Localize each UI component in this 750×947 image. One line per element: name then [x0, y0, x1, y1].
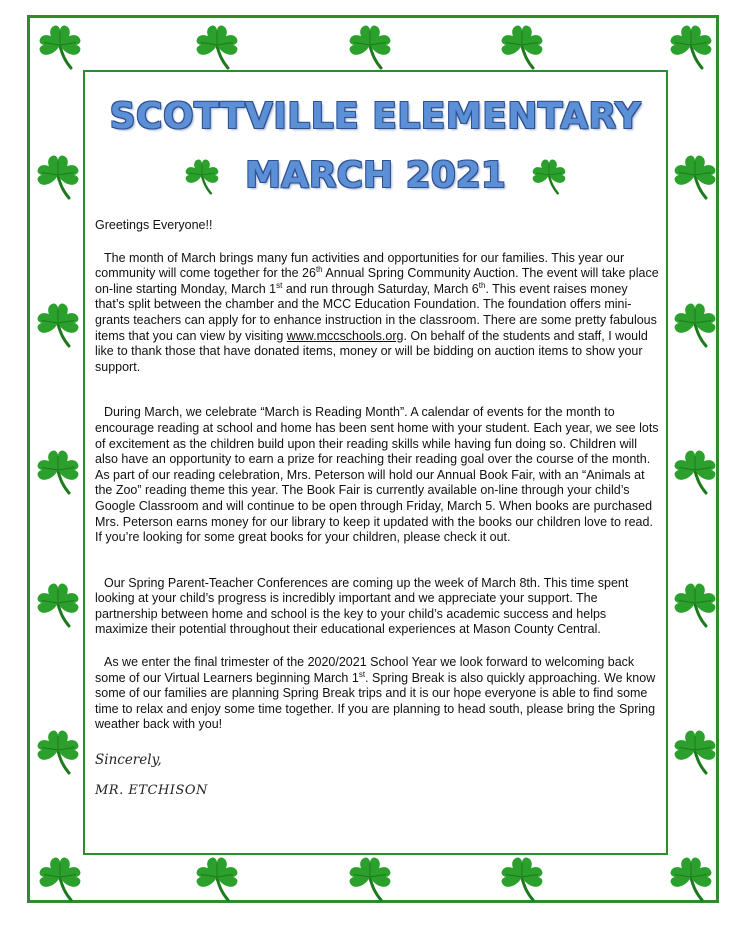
shamrock-icon [192, 20, 242, 70]
signature: MR. ETCHISON [95, 782, 208, 798]
shamrock-icon [33, 298, 83, 348]
paragraph-trimester: As we enter the final trimester of the 2020/2021 School Year we look forward to welcoming back some of our Virtual Learners beginning March 1st. Spring Break is also quickly approaching. We know some of our families are planning Spring Break trips and it is our hope everyone is able to find some time to relax and enjoy some time together. If you are planning to head south, please bring the Spring weather back with you! [95, 655, 656, 732]
shamrock-icon [33, 150, 83, 200]
shamrock-icon [35, 852, 85, 902]
shamrock-icon [670, 445, 720, 495]
shamrock-icon [670, 725, 720, 775]
subtitle-row [85, 150, 666, 200]
shamrock-icon [497, 852, 547, 902]
shamrock-icon [666, 852, 716, 902]
shamrock-icon [35, 20, 85, 70]
shamrock-icon [345, 20, 395, 70]
shamrock-icon [497, 20, 547, 70]
page-subtitle: MARCH 2021 [245, 154, 506, 196]
school-website-link[interactable]: www.mccschools.org [286, 328, 404, 343]
shamrock-icon [345, 852, 395, 902]
greeting: Greetings Everyone!! [95, 218, 213, 232]
shamrock-icon [670, 298, 720, 348]
paragraph-auction: The month of March brings many fun activities and opportunities for our families. This year our community will come together for the 26th Annual Spring Community Auction. The event will take place on-line starting Monday, March 1st and run through Saturday, March 6th. This event raises money that’s split between the chamber and the MCC Education Foundation. The foundation offers mini-grants teachers can apply for to enhance instruction in the classroom. There are some pretty fabulous items that you can view by visiting www.mccschools.org. On behalf of the students and staff, I would like to thank those that have donated items, money or will be bidding on auction items to show your support. [95, 250, 659, 374]
shamrock-icon [192, 852, 242, 902]
shamrock-icon [33, 578, 83, 628]
paragraph-conferences: Our Spring Parent-Teacher Conferences are coming up the week of March 8th. This time spent looking at your child’s progress is incredibly important and we appreciate your support. The partnership between home and school is the key to your child’s academic success and helps maximize their potential throughout their educational experiences at Mason County Central. [95, 575, 629, 637]
shamrock-icon [177, 155, 227, 195]
shamrock-icon [524, 155, 574, 195]
shamrock-icon [33, 445, 83, 495]
shamrock-icon [666, 20, 716, 70]
shamrock-icon [670, 578, 720, 628]
letter-body [95, 218, 660, 798]
shamrock-icon [33, 725, 83, 775]
shamrock-icon [670, 150, 720, 200]
paragraph-reading-month: During March, we celebrate “March is Reading Month”. A calendar of events for the month to encourage reading at school and home has been sent home with your student. Each year, we see lots of excitement as the children build upon their reading skills while having fun doing so. Children will also have an opportunity to earn a prize for reaching their reading goal over the course of the month. As part of our reading celebration, Mrs. Peterson will hold our Annual Book Fair, with an “Animals at the Zoo” reading theme this year. The Book Fair is currently available on-line through your child’s Google Classroom and will continue to be open through Friday, March 5. When books are purchased Mrs. Peterson earns money for our library to keep it updated with the books our children love to read. If you’re looking for some great books for your children, please check it out. [95, 405, 659, 545]
page-title: SCOTTVILLE ELEMENTARY [109, 96, 642, 137]
closing: Sincerely, [95, 752, 162, 769]
